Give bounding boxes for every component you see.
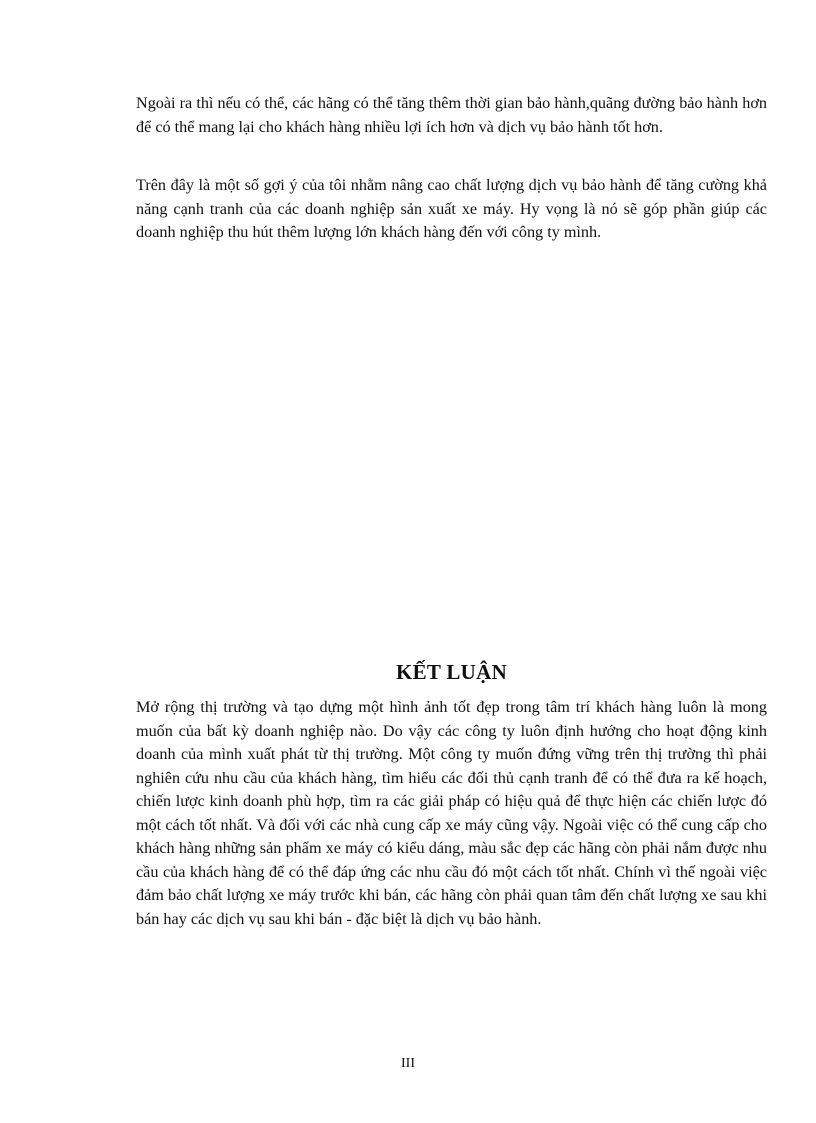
page-number: III — [401, 1056, 415, 1071]
paragraph-conclusion: Mở rộng thị trường và tạo dựng một hình ảnh tốt đẹp trong tâm trí khách hàng luôn là mong muốn của bất kỳ doanh nghiệp nào. Do vậy các công ty luôn định hướng cho hoạt động kinh doanh của mình xuất phát từ thị trường. Một công ty muốn đứng vững trên thị trường thì phải nghiên cứu nhu cầu của khách hàng, tìm hiểu các đối thủ cạnh tranh để có thể đưa ra kế hoạch, chiến lược kinh doanh phù hợp, tìm ra các giải pháp có hiệu quả để thực hiện các chiến lược đó một cách tốt nhất. Và đối với các nhà cung cấp xe máy cũng vậy. Ngoài việc có thể cung cấp cho khách hàng những sản phẩm xe máy có kiểu dáng, màu sắc đẹp các hãng còn phải nắm được nhu cầu của khách hàng để có thể đáp ứng các nhu cầu đó một cách tốt nhất. Chính vì thế ngoài việc đảm bảo chất lượng xe máy trước khi bán, các hãng còn phải quan tâm đến chất lượng xe sau khi bán hay các dịch vụ sau khi bán - đặc biệt là dịch vụ bảo hành. — [136, 698, 767, 928]
paragraph-warranty-extension: Ngoài ra thì nếu có thể, các hãng có thể tăng thêm thời gian bảo hành,quãng đường bảo hành hơn để có thể mang lại cho khách hàng nhiều lợi ích hơn và dịch vụ bảo hành tốt hơn. — [136, 94, 767, 136]
section-heading-conclusion: KẾT LUẬN — [395, 660, 508, 684]
paragraph-suggestions-summary: Trên đây là một số gợi ý của tôi nhằm nâng cao chất lượng dịch vụ bảo hành để tăng cường khả năng cạnh tranh của các doanh nghiệp sản xuất xe máy. Hy vọng là nó sẽ góp phần giúp các doanh nghiệp thu hút thêm lượng lớn khách hàng đến với công ty mình. — [136, 176, 767, 241]
